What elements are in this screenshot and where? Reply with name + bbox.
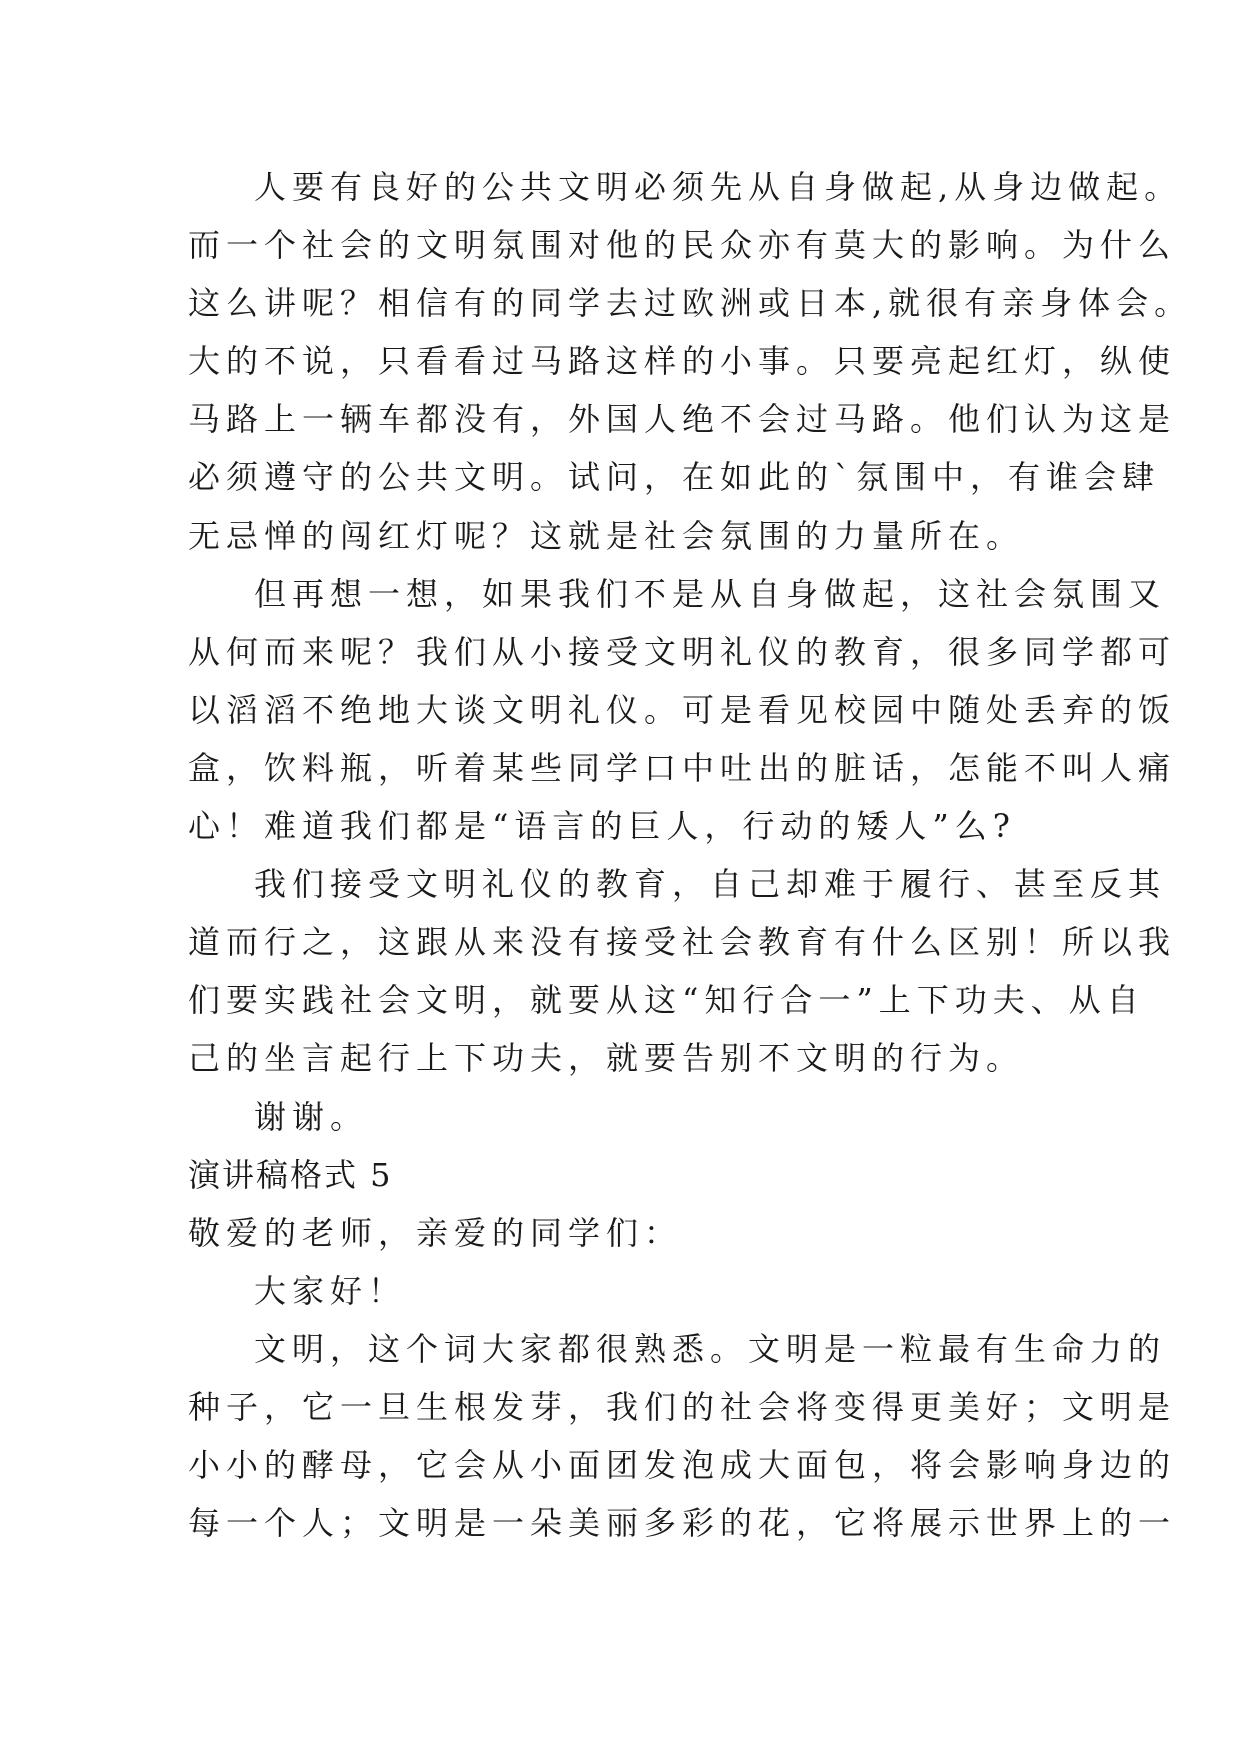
text-line: 人要有良好的公共文明必须先从自身做起,从身边做起。 — [254, 168, 1183, 206]
text-line: 敬爱的老师，亲爱的同学们： — [188, 1213, 683, 1252]
text-line: 必须遵守的公共文明。试问，在如此的`氛围中，有谁会肆 — [188, 458, 1161, 497]
text-line: 小小的酵母，它会从小面团发泡成大面包，将会影响身边的 — [188, 1446, 1177, 1485]
text-line: 盒，饮料瓶，听着某些同学口中吐出的脏话，怎能不叫人痛 — [188, 748, 1177, 787]
text-line: 但再想一想，如果我们不是从自身做起，这社会氛围又 — [254, 574, 1167, 613]
text-line: 这么讲呢？相信有的同学去过欧洲或日本,就很有亲身体会。 — [188, 284, 1193, 323]
text-line: 马路上一辆车都没有，外国人绝不会过马路。他们认为这是 — [188, 400, 1177, 439]
section-heading: 演讲稿格式 5 — [188, 1155, 393, 1194]
text-line: 我们接受文明礼仪的教育，自己却难于履行、甚至反其 — [254, 865, 1167, 904]
text-line: 以滔滔不绝地大谈文明礼仪。可是看见校园中随处丢弃的饭 — [188, 690, 1177, 729]
text-line: 道而行之，这跟从来没有接受社会教育有什么区别！所以我 — [188, 923, 1177, 962]
text-line: 大的不说，只看看过马路这样的小事。只要亮起红灯，纵使 — [188, 342, 1177, 381]
text-line: 心！难道我们都是“语言的巨人，行动的矮人”么? — [188, 807, 1016, 846]
text-line: 从何而来呢？我们从小接受文明礼仪的教育，很多同学都可 — [188, 632, 1177, 671]
text-line: 每一个人；文明是一朵美丽多彩的花，它将展示世界上的一 — [188, 1504, 1177, 1543]
document-body — [188, 158, 1193, 1552]
text-line: 们要实践社会文明，就要从这“知行合一”上下功夫、从自 — [188, 981, 1145, 1020]
text-line: 文明，这个词大家都很熟悉。文明是一粒最有生命力的 — [254, 1329, 1167, 1368]
text-line: 种子，它一旦生根发芽，我们的社会将变得更美好；文明是 — [188, 1387, 1177, 1426]
text-line: 无忌惮的闯红灯呢？这就是社会氛围的力量所在。 — [188, 516, 1025, 555]
text-line: 谢谢。 — [254, 1097, 369, 1136]
text-line: 而一个社会的文明氛围对他的民众亦有莫大的影响。为什么 — [188, 226, 1177, 265]
text-line: 大家好！ — [254, 1271, 407, 1310]
text-line: 己的坐言起行上下功夫，就要告别不文明的行为。 — [188, 1039, 1025, 1078]
